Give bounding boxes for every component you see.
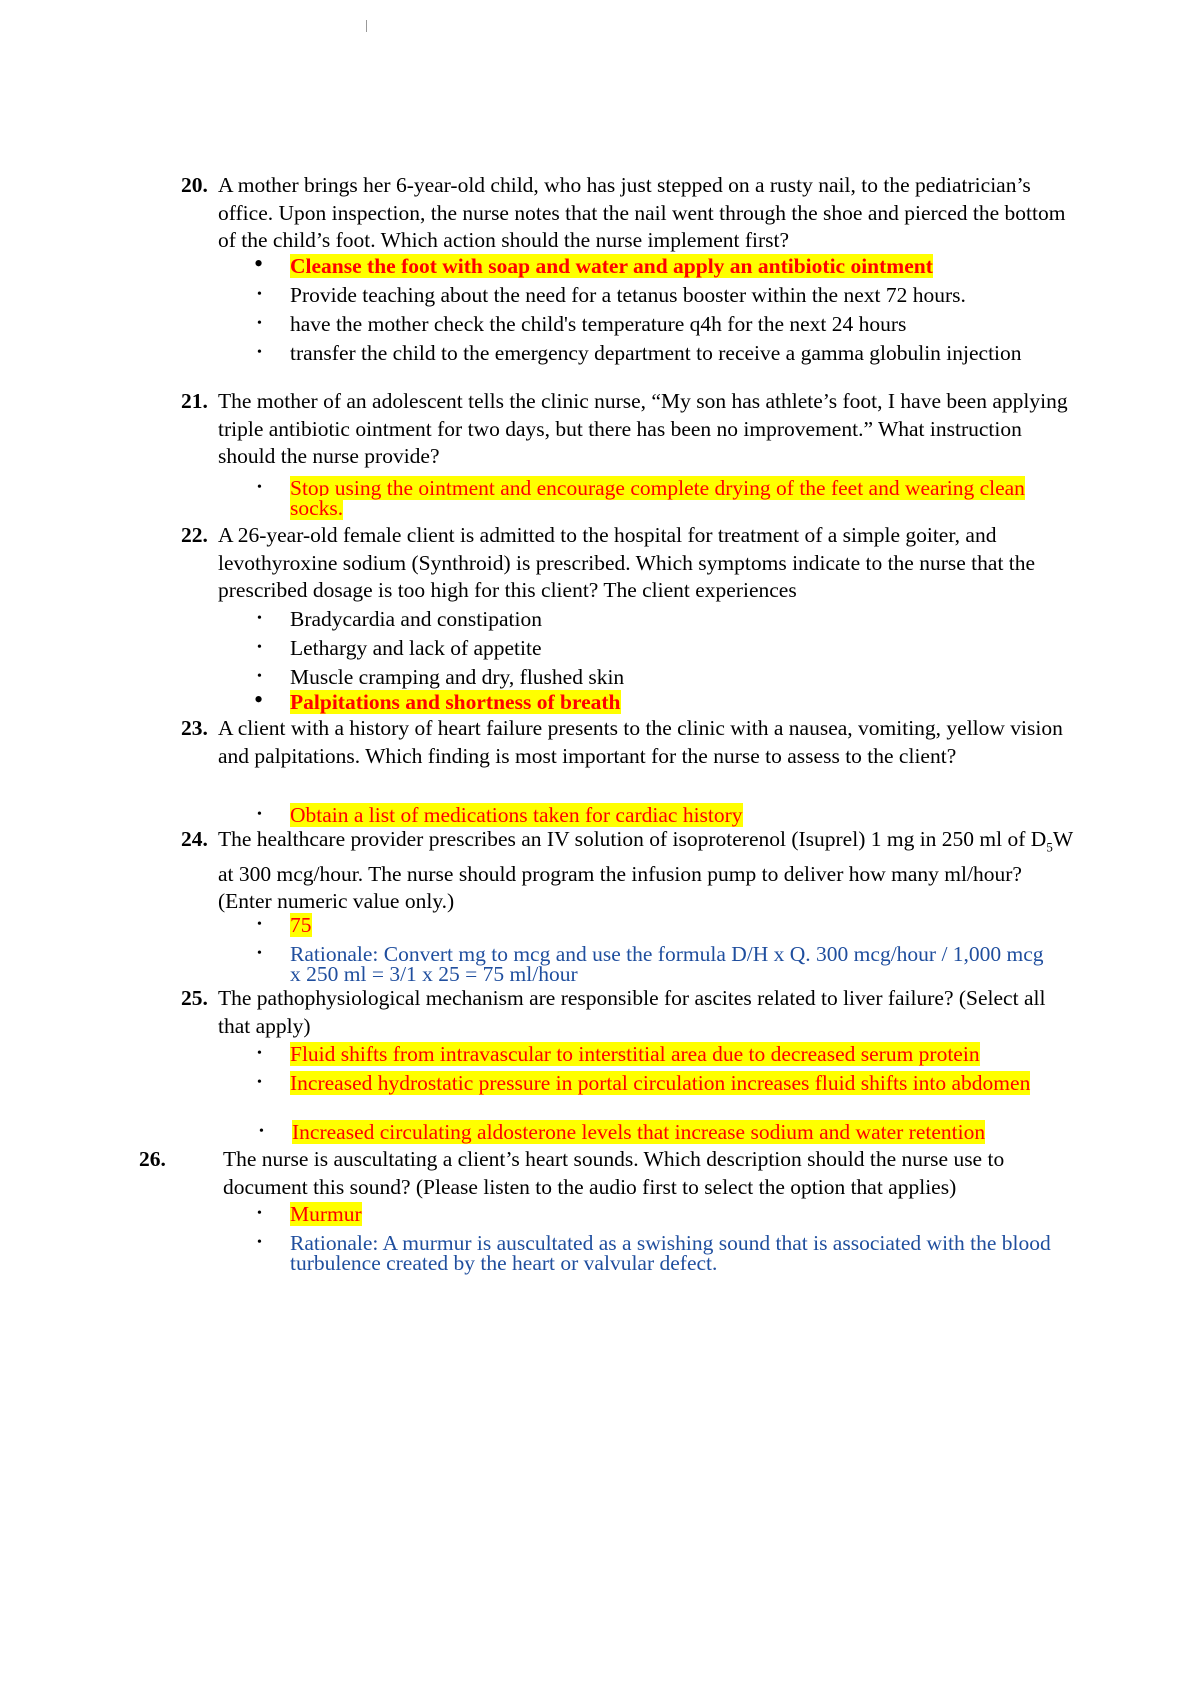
bullet-icon: • (257, 1235, 262, 1250)
option-text: Fluid shifts from intravascular to interstitial area due to decreased serum protein (290, 1042, 980, 1066)
answer-option (257, 283, 1080, 307)
answer-option-correct (257, 1202, 1080, 1226)
option-text: Rationale: A murmur is auscultated as a swishing sound that is associated with the blood turbulence created by the heart or valvular defect. (290, 1231, 1051, 1275)
rationale-text (257, 1231, 1090, 1275)
answer-option (257, 665, 1080, 689)
question-number: 25. (181, 986, 208, 1010)
question-text: The healthcare provider prescribes an IV solution of isoproterenol (Isuprel) 1 mg in 250 ml of $D_5W$ at 300 mcg/hour. The nurse should program the infusion pump to deliver how many ml/hour? (Enter numeric value only.) (218, 827, 1073, 914)
question-20 (181, 172, 1081, 255)
rationale-text (257, 942, 1050, 986)
question-26 (139, 1146, 1079, 1201)
question-21 (181, 388, 1081, 471)
question-number: 26. (139, 1147, 166, 1171)
bullet-icon: • (257, 1206, 262, 1221)
option-text: Increased circulating aldosterone levels that increase sodium and water retention (292, 1120, 986, 1144)
question-23 (181, 715, 1081, 770)
option-text: Increased hydrostatic pressure in portal circulation increases fluid shifts into abdomen (290, 1071, 1031, 1095)
question-number: 22. (181, 523, 208, 547)
question-text: A 26-year-old female client is admitted to the hospital for treatment of a simple goiter, and levothyroxine sodium (Synthroid) is prescribed. Which symptoms indicate to the nurse that the prescribed dosage is too high for this client? The client experiences (218, 523, 1036, 602)
answer-option-correct (259, 1120, 1082, 1144)
bullet-icon: • (254, 249, 264, 278)
bullet-icon: • (257, 287, 262, 302)
option-text: Palpitations and shortness of breath (290, 690, 621, 714)
question-text: A client with a history of heart failure presents to the clinic with a nausea, vomiting, yellow vision and palpitations. Which finding is most important for the nurse to assess to the client? (218, 716, 1063, 768)
option-text: Stop using the ointment and encourage complete drying of the feet and wearing clean socks. (290, 476, 1025, 520)
option-text: have the mother check the child's temperature q4h for the next 24 hours (290, 312, 907, 336)
option-text: 75 (290, 913, 312, 937)
option-text: Muscle cramping and dry, flushed skin (290, 665, 625, 689)
question-text: A mother brings her 6-year-old child, who has just stepped on a rusty nail, to the pediatrician’s office. Upon inspection, the nurse notes that the nail went through the shoe and pierced the bottom of the child’s foot. Which action should the nurse implement first? (218, 173, 1066, 252)
question-text: The pathophysiological mechanism are responsible for ascites related to liver failure? (Select all that apply) (218, 986, 1046, 1038)
question-number: 24. (181, 827, 208, 851)
question-24 (181, 826, 1081, 916)
answer-option (257, 341, 1050, 365)
bullet-icon: • (257, 640, 262, 655)
page-margin-mark (366, 20, 367, 32)
answer-option-correct (257, 476, 1080, 520)
answer-option (257, 636, 1080, 660)
option-text: Murmur (290, 1202, 362, 1226)
bullet-icon: • (257, 669, 262, 684)
question-22 (181, 522, 1081, 605)
answer-option-correct (257, 1071, 1040, 1095)
bullet-icon: • (257, 1046, 262, 1061)
bullet-icon: • (257, 1075, 262, 1090)
answer-option-correct (257, 803, 1080, 827)
bullet-icon: • (257, 345, 262, 360)
bullet-icon: • (257, 316, 262, 331)
question-25 (181, 985, 1081, 1040)
option-text: Bradycardia and constipation (290, 607, 542, 631)
option-text: transfer the child to the emergency department to receive a gamma globulin injection (290, 341, 1022, 365)
answer-option-correct (254, 685, 1080, 714)
answer-option-correct (257, 1042, 1080, 1066)
bullet-icon: • (257, 611, 262, 626)
option-text: Lethargy and lack of appetite (290, 636, 542, 660)
answer-option (257, 607, 1080, 631)
bullet-icon: • (259, 1124, 264, 1139)
answer-option (257, 312, 1080, 336)
question-number: 23. (181, 716, 208, 740)
option-text: Provide teaching about the need for a tetanus booster within the next 72 hours. (290, 283, 966, 307)
bullet-icon: • (254, 685, 264, 714)
question-text: The mother of an adolescent tells the clinic nurse, “My son has athlete’s foot, I have been applying triple antibiotic ointment for two days, but there has been no improvement.” What instruction should the nurse provide? (218, 389, 1068, 468)
bullet-icon: • (257, 946, 262, 961)
option-text: Rationale: Convert mg to mcg and use the formula D/H x Q. 300 mcg/hour / 1,000 mcg x 250 ml = 3/1 x 25 = 75 ml/hour (290, 942, 1044, 986)
option-text: Obtain a list of medications taken for cardiac history (290, 803, 743, 827)
option-text: Cleanse the foot with soap and water and apply an antibiotic ointment (290, 254, 933, 278)
answer-option-correct (254, 249, 1080, 278)
bullet-icon: • (257, 480, 262, 495)
bullet-icon: • (257, 917, 262, 932)
question-number: 21. (181, 389, 208, 413)
question-text: The nurse is auscultating a client’s heart sounds. Which description should the nurse use to document this sound? (Please listen to the audio first to select the option that applies) (223, 1147, 1005, 1199)
bullet-icon: • (257, 807, 262, 822)
question-number: 20. (181, 173, 208, 197)
answer-option-correct (257, 913, 1080, 937)
